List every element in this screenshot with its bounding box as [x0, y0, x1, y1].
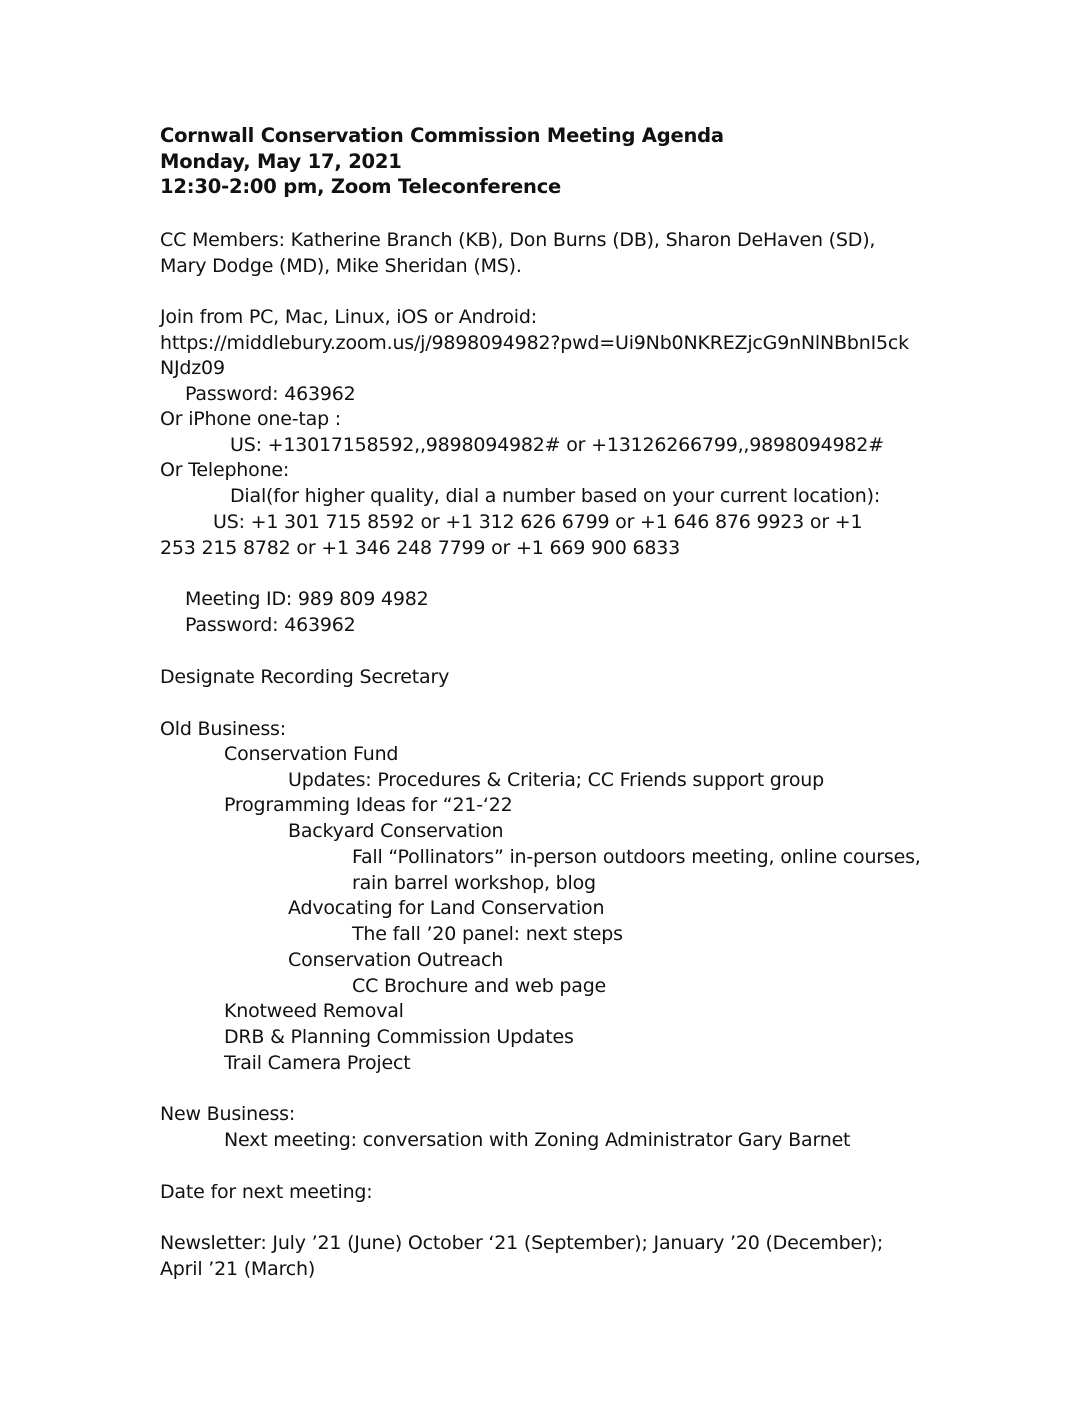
backyard-conservation: Backyard Conservation	[288, 820, 504, 842]
designate-secretary: Designate Recording Secretary	[160, 666, 450, 688]
cc-brochure: CC Brochure and web page	[352, 975, 607, 997]
iphone-numbers: US: +13017158592,,9898094982# or +13126266799,,9898094982#	[230, 434, 884, 456]
meeting-time-place: 12:30-2:00 pm, Zoom Teleconference	[160, 175, 562, 198]
telephone-label: Or Telephone:	[160, 459, 290, 481]
us-numbers-2: 253 215 8782 or +1 346 248 7799 or +1 669 900 6833	[160, 537, 681, 559]
agenda-title: Cornwall Conservation Commission Meeting Agenda	[160, 124, 724, 147]
advocating-land-conservation: Advocating for Land Conservation	[288, 897, 605, 919]
members-line-1: CC Members: Katherine Branch (KB), Don Burns (DB), Sharon DeHaven (SD),	[160, 229, 876, 251]
newsletter-line-1: Newsletter: July ’21 (June) October ‘21 (September); January ’20 (December);	[160, 1232, 884, 1254]
us-numbers-1: US: +1 301 715 8592 or +1 312 626 6799 or +1 646 876 9923 or +1	[213, 511, 863, 533]
zoom-link-part-2[interactable]: NJdz09	[160, 357, 225, 379]
meeting-date: Monday, May 17, 2021	[160, 150, 402, 173]
iphone-label: Or iPhone one-tap :	[160, 408, 341, 430]
drb-planning-updates: DRB & Planning Commission Updates	[224, 1026, 574, 1048]
conservation-outreach: Conservation Outreach	[288, 949, 504, 971]
meeting-id: Meeting ID: 989 809 4982	[185, 588, 429, 610]
pollinators-line-1: Fall “Pollinators” in-person outdoors meeting, online courses,	[352, 846, 921, 868]
trail-camera-project: Trail Camera Project	[224, 1052, 411, 1074]
fund-updates: Updates: Procedures & Criteria; CC Friends support group	[288, 769, 824, 791]
join-intro: Join from PC, Mac, Linux, iOS or Android:	[160, 306, 537, 328]
fall-panel: The fall ’20 panel: next steps	[352, 923, 623, 945]
date-next-meeting: Date for next meeting:	[160, 1181, 373, 1203]
members-line-2: Mary Dodge (MD), Mike Sheridan (MS).	[160, 255, 522, 277]
pollinators-line-2: rain barrel workshop, blog	[352, 872, 596, 894]
meeting-password: Password: 463962	[185, 614, 356, 636]
dial-note: Dial(for higher quality, dial a number based on your current location):	[230, 485, 881, 507]
zoom-password: Password: 463962	[185, 383, 356, 405]
zoom-link-part-1[interactable]: https://middlebury.zoom.us/j/9898094982?pwd=Ui9Nb0NKREZjcG9nNlNBbnI5ck	[160, 332, 909, 354]
next-meeting-topic: Next meeting: conversation with Zoning Administrator Gary Barnet	[224, 1129, 851, 1151]
knotweed-removal: Knotweed Removal	[224, 1000, 404, 1022]
conservation-fund: Conservation Fund	[224, 743, 399, 765]
newsletter-line-2: April ’21 (March)	[160, 1258, 316, 1280]
new-business-heading: New Business:	[160, 1103, 296, 1125]
programming-ideas: Programming Ideas for “21-‘22	[224, 794, 513, 816]
old-business-heading: Old Business:	[160, 718, 286, 740]
